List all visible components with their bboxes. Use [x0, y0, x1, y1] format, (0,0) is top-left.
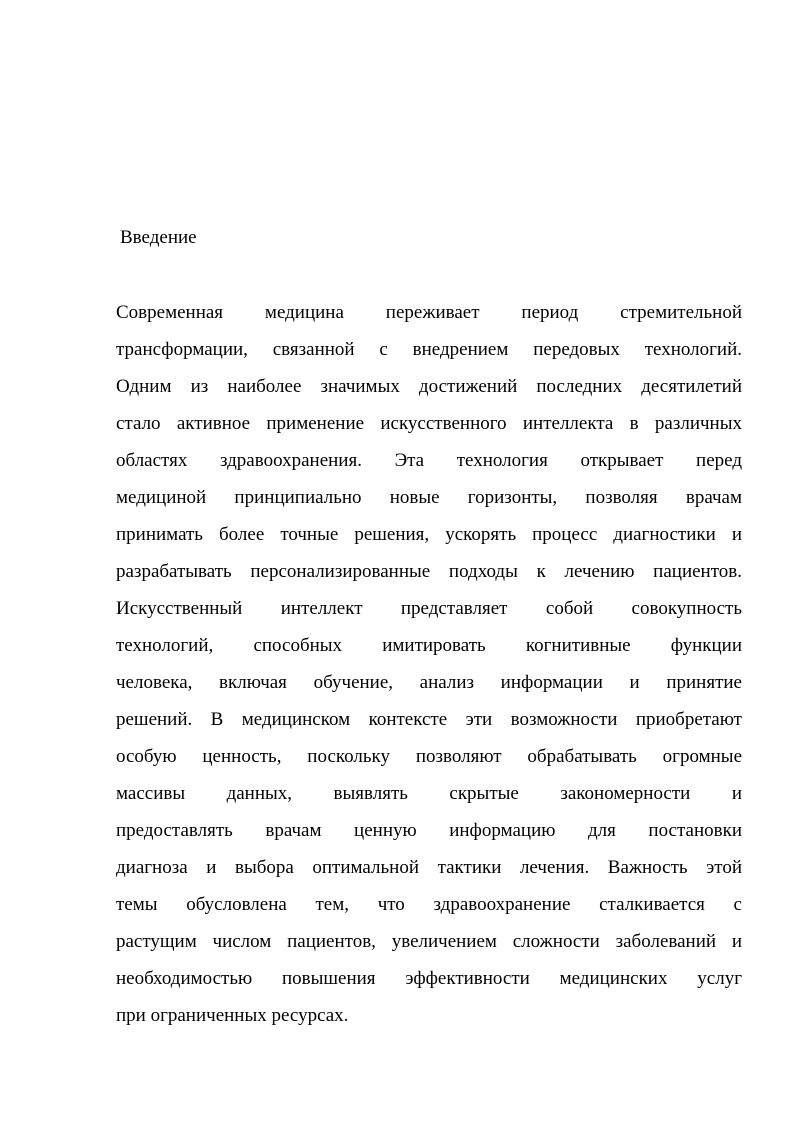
paragraph-line: трансформации, связанной с внедрением передовых технологий.	[116, 339, 742, 360]
paragraph-line: принимать более точные решения, ускорять процесс диагностики и	[116, 524, 742, 545]
paragraph-line: диагноза и выбора оптимальной тактики лечения. Важность этой	[116, 857, 742, 878]
paragraph-line: технологий, способных имитировать когнитивные функции	[116, 635, 742, 656]
paragraph-line: областях здравоохранения. Эта технология открывает перед	[116, 450, 742, 471]
paragraph-line: стало активное применение искусственного интеллекта в различных	[116, 413, 742, 434]
paragraph-line: темы обусловлена тем, что здравоохранение сталкивается с	[116, 894, 742, 915]
paragraph-line: Искусственный интеллект представляет собой совокупность	[116, 598, 742, 619]
paragraph-line: особую ценность, поскольку позволяют обрабатывать огромные	[116, 746, 742, 767]
paragraph-line: при ограниченных ресурсах.	[116, 1005, 349, 1026]
paragraph-line: Одним из наиболее значимых достижений последних десятилетий	[116, 376, 742, 397]
paragraph-line: разрабатывать персонализированные подходы к лечению пациентов.	[116, 561, 742, 582]
paragraph-line: необходимостью повышения эффективности медицинских услуг	[116, 968, 742, 989]
paragraph-line: растущим числом пациентов, увеличением сложности заболеваний и	[116, 931, 742, 952]
paragraph-line: решений. В медицинском контексте эти возможности приобретают	[116, 709, 742, 730]
paragraph-line: массивы данных, выявлять скрытые закономерности и	[116, 783, 742, 804]
paragraph-line: Современная медицина переживает период стремительной	[116, 302, 742, 323]
paragraph-line: медициной принципиально новые горизонты, позволяя врачам	[116, 487, 742, 508]
paragraph-line: человека, включая обучение, анализ информации и принятие	[116, 672, 742, 693]
section-heading: Введение	[120, 227, 197, 248]
paragraph	[116, 294, 742, 1034]
paragraph-line: предоставлять врачам ценную информацию для постановки	[116, 820, 742, 841]
